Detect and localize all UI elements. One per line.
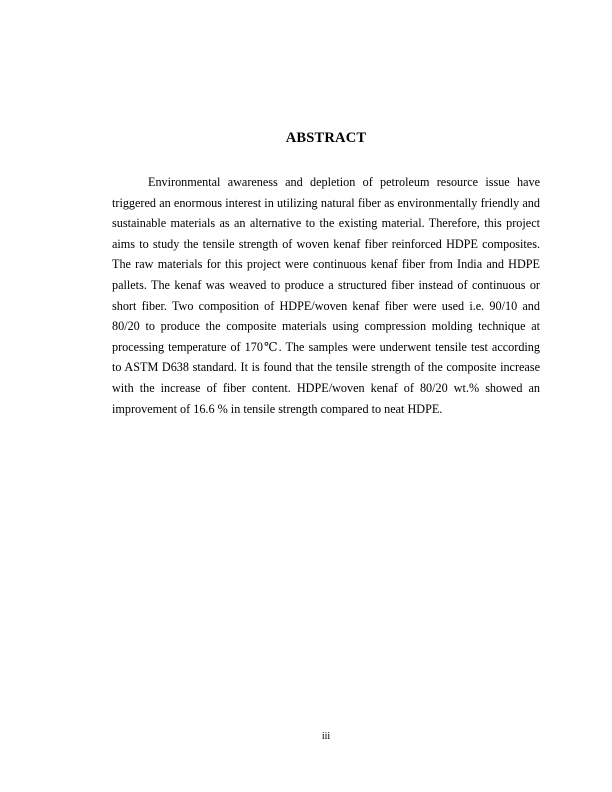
page-number: iii (321, 731, 331, 742)
abstract-paragraph: Environmental awareness and depletion of petroleum resource issue have triggered an enormous interest in utilizing natural fiber as environmentally friendly and sustainable materials as an alternative to the existing material. Therefore, this project aims to study the tensile strength of woven kenaf fiber reinforced HDPE composites. The raw materials for this project were continuous kenaf fiber from India and HDPE pallets. The kenaf was weaved to produce a structured fiber instead of continuous or short fiber. Two composition of HDPE/woven kenaf fiber were used i.e. 90/10 and 80/20 to produce the composite materials using compression molding technique at processing temperature of 170℃. The samples were underwent tensile test according to ASTM D638 standard. It is found that the tensile strength of the composite increase with the increase of fiber content. HDPE/woven kenaf of 80/20 wt.% showed an improvement of 16.6 % in tensile strength compared to neat HDPE. (112, 175, 540, 416)
abstract-heading: ABSTRACT (285, 130, 367, 146)
